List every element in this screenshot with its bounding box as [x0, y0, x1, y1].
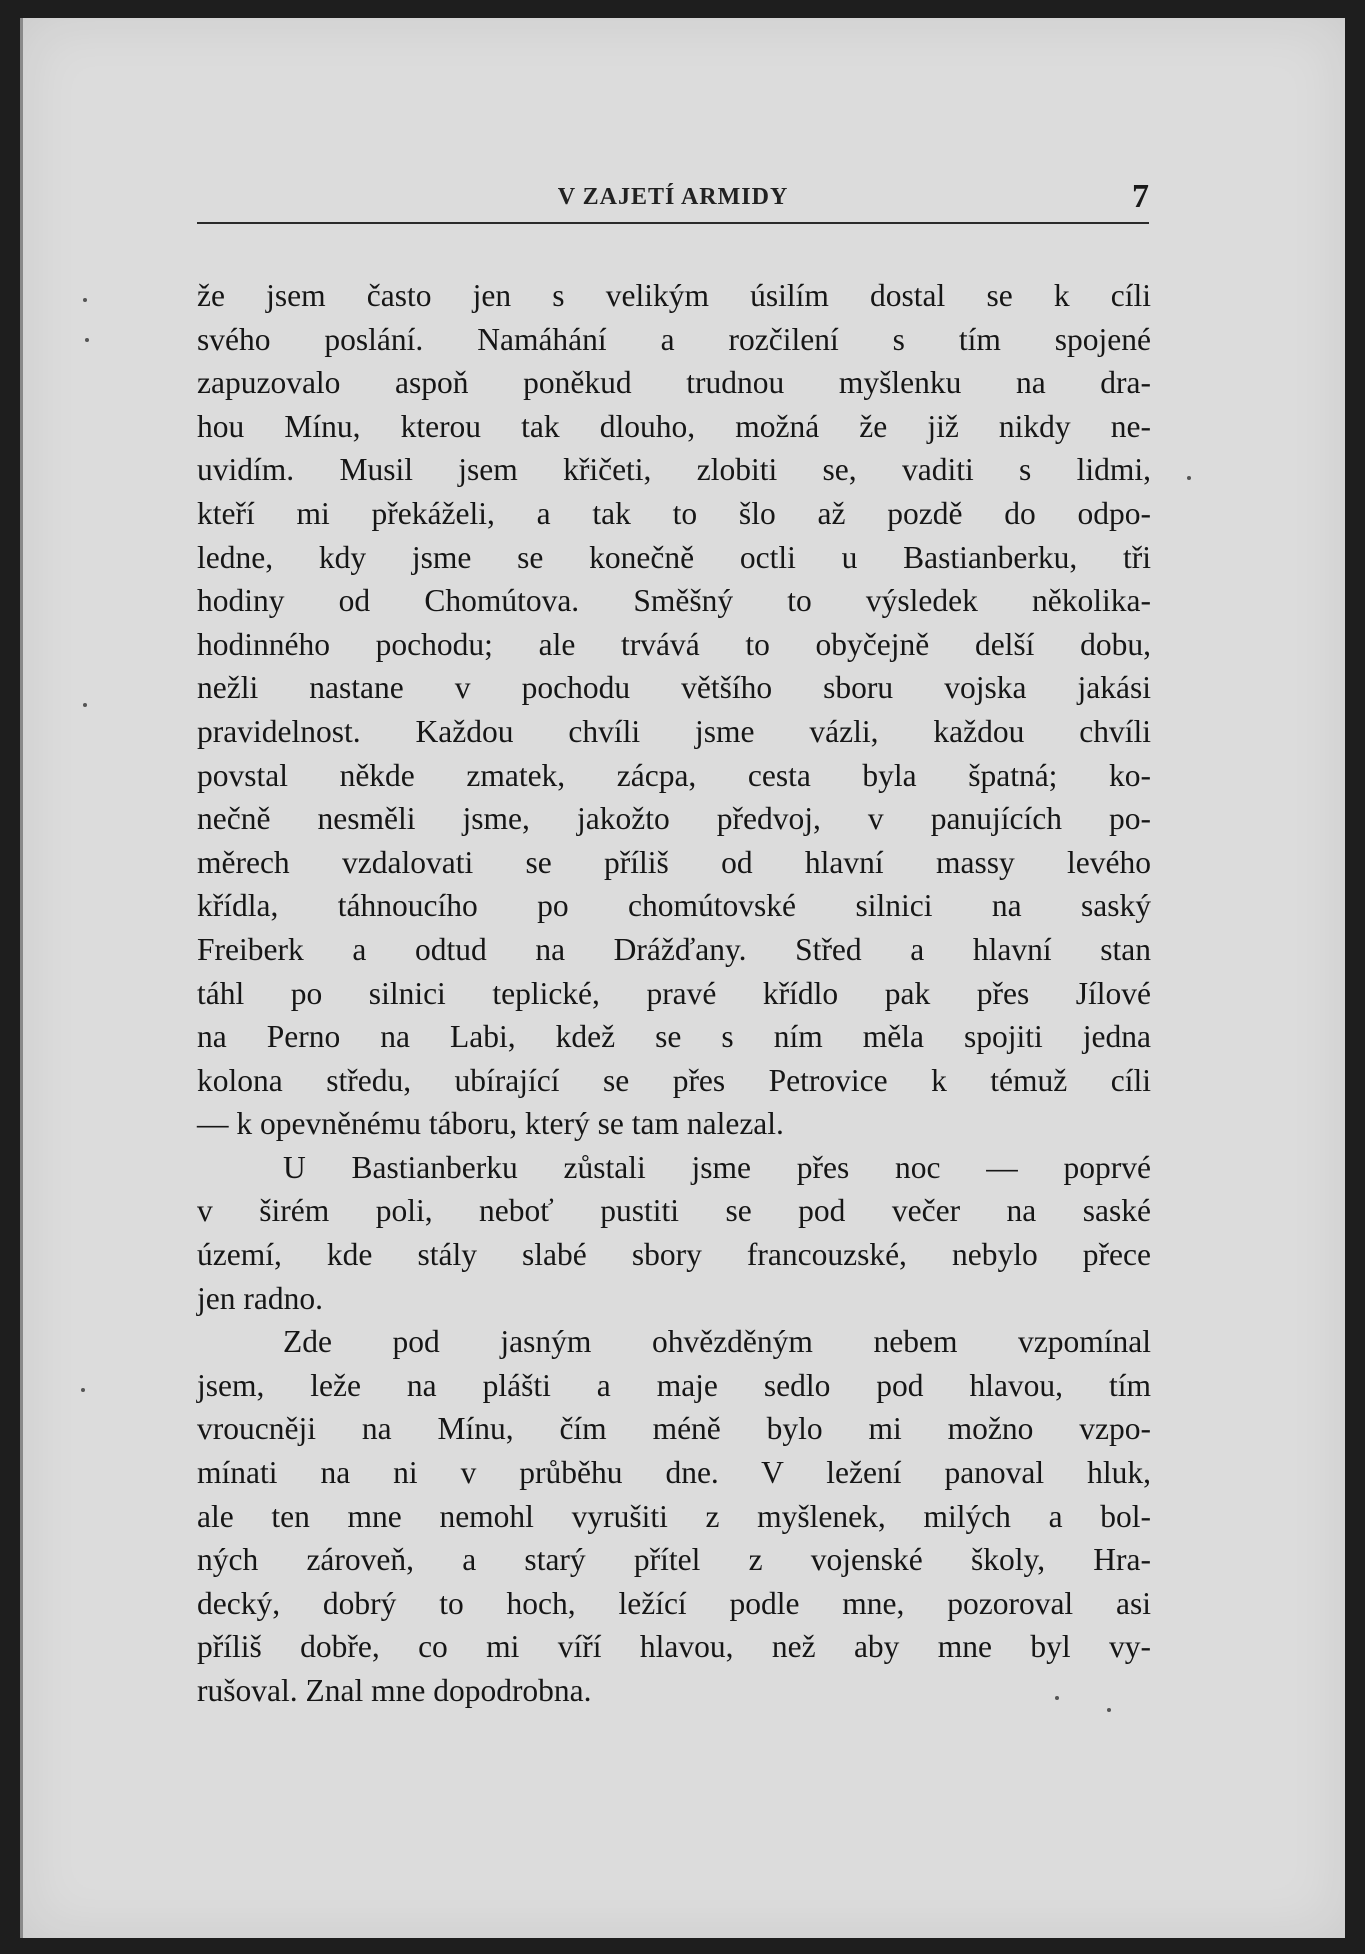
text-line: příliš dobře, co mi víří hlavou, než aby mne byl vy-	[197, 1629, 1151, 1665]
text-line: jsem, leže na plášti a maje sedlo pod hlavou, tím	[197, 1367, 1151, 1403]
text-line: táhl po silnici teplické, pravé křídlo pak přes Jílové	[197, 975, 1151, 1011]
text-line: že jsem často jen s velikým úsilím dostal se k cíli	[197, 278, 1151, 313]
text-line: — k opevněnému táboru, který se tam nalezal.	[197, 1106, 784, 1142]
text-line: nečně nesměli jsme, jakožto předvoj, v panujících po-	[197, 801, 1151, 837]
binding-edge	[20, 18, 23, 1938]
paper-speck	[83, 703, 87, 707]
text-line: ledne, kdy jsme se konečně octli u Bastianberku, tři	[197, 539, 1151, 575]
text-line: Freiberk a odtud na Drážďany. Střed a hlavní stan	[197, 931, 1151, 967]
text-line: povstal někde zmatek, zácpa, cesta byla špatná; ko-	[197, 757, 1151, 793]
text-line: svého poslání. Namáhání a rozčilení s tím spojené	[197, 321, 1151, 357]
text-line: hodiny od Chomútova. Směšný to výsledek několika-	[197, 583, 1151, 619]
text-line: měrech vzdalovati se příliš od hlavní massy levého	[197, 844, 1151, 880]
text-line: zapuzovalo aspoň poněkud trudnou myšlenku na dra-	[197, 365, 1151, 401]
text-line: pravidelnost. Každou chvíli jsme vázli, každou chvíli	[197, 713, 1151, 749]
paper-speck	[1187, 476, 1191, 480]
text-line: kolona středu, ubírající se přes Petrovice k témuž cíli	[197, 1062, 1151, 1098]
text-line: hou Mínu, kterou tak dlouho, možná že již nikdy ne-	[197, 408, 1151, 444]
text-line: U Bastianberku zůstali jsme přes noc — poprvé	[283, 1149, 1151, 1185]
text-line: vroucněji na Mínu, čím méně bylo mi možno vzpo-	[197, 1411, 1151, 1447]
body-text	[197, 274, 1151, 1713]
text-line: území, kde stály slabé sbory francouzské, nebylo přece	[197, 1237, 1151, 1273]
text-line: nežli nastane v pochodu většího sboru vojska jakási	[197, 670, 1151, 706]
page-header	[197, 162, 1149, 224]
text-line: Zde pod jasným ohvězděným nebem vzpomínal	[283, 1324, 1151, 1360]
text-line: ných zároveň, a starý přítel z vojenské školy, Hra-	[197, 1542, 1151, 1578]
paper-speck	[85, 338, 89, 342]
text-line: mínati na ni v průběhu dne. V ležení panoval hluk,	[197, 1455, 1151, 1491]
text-line: na Perno na Labi, kdež se s ním měla spojiti jedna	[197, 1019, 1151, 1055]
text-line: jen radno.	[197, 1280, 323, 1316]
page-number: 7	[1132, 178, 1149, 215]
running-title: V ZAJETÍ ARMIDY	[557, 184, 789, 210]
text-line: v širém poli, neboť pustiti se pod večer na saské	[197, 1193, 1151, 1229]
text-line: hodinného pochodu; ale trvává to obyčejně delší dobu,	[197, 626, 1151, 662]
text-line: rušoval. Znal mne dopodrobna.	[197, 1673, 592, 1708]
text-line: křídla, táhnoucího po chomútovské silnici na saský	[197, 888, 1151, 924]
text-line: uvidím. Musil jsem křičeti, zlobiti se, vaditi s lidmi,	[197, 452, 1151, 488]
paper-speck	[83, 298, 87, 302]
text-line: decký, dobrý to hoch, ležící podle mne, pozoroval asi	[197, 1585, 1151, 1621]
text-line: ale ten mne nemohl vyrušiti z myšlenek, milých a bol-	[197, 1498, 1151, 1534]
text-line: kteří mi překáželi, a tak to šlo až pozdě do odpo-	[197, 495, 1151, 531]
paper-speck	[81, 1388, 85, 1392]
